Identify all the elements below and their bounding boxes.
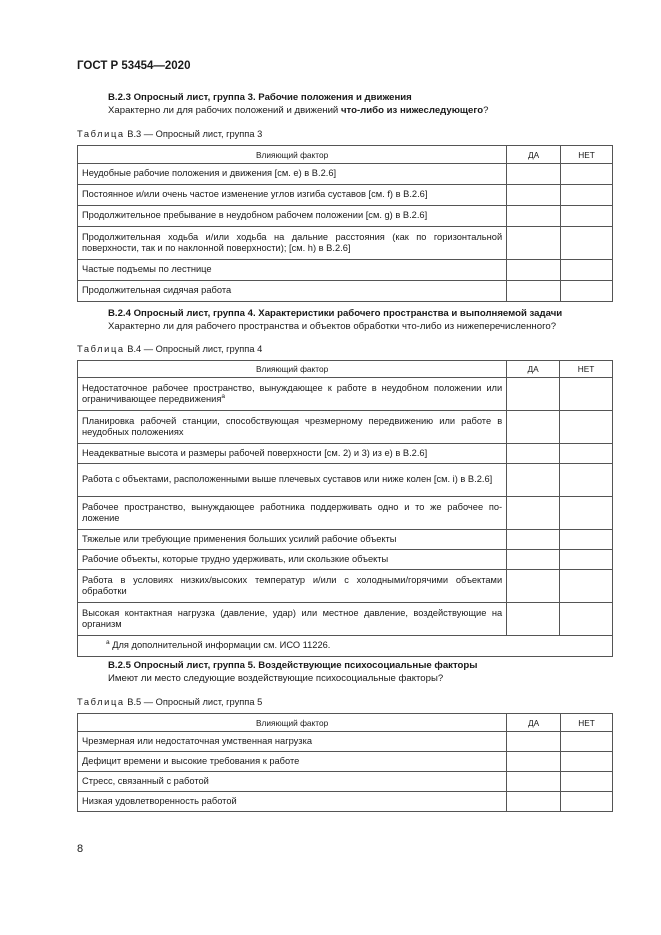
table-row bbox=[78, 444, 613, 464]
section-b23-title: B.2.3 Опросный лист, группа 3. Рабочие положения и движения bbox=[108, 92, 412, 103]
table-row bbox=[78, 752, 613, 772]
no-cell[interactable] bbox=[560, 444, 613, 464]
column-header-yes: ДА bbox=[507, 361, 560, 378]
factor-cell: Работа в условиях низких/высоких температур и/или с холодными/горячими объектами обработки bbox=[78, 570, 507, 603]
no-cell[interactable] bbox=[561, 260, 613, 281]
factor-cell: Дефицит времени и высокие требования к работе bbox=[78, 752, 507, 772]
column-header-factor: Влияющий фактор bbox=[78, 146, 507, 164]
table-row bbox=[78, 185, 613, 206]
section-b25-title: B.2.5 Опросный лист, группа 5. Воздействующие психосоциальные факторы bbox=[108, 660, 478, 671]
column-header-yes: ДА bbox=[507, 714, 561, 732]
factor-cell: Тяжелые или требующие применения больших усилий рабочие объекты bbox=[78, 530, 507, 550]
section-b25-question: Имеют ли место следующие воздействующие психосоциальные факторы? bbox=[108, 673, 444, 684]
table-row bbox=[78, 497, 613, 530]
table-row bbox=[78, 603, 613, 636]
no-cell[interactable] bbox=[560, 603, 613, 636]
table-footnote-row bbox=[78, 636, 613, 657]
factor-cell: Высокая контактная нагрузка (давление, удар) или местное давление, воздействующие на организм bbox=[78, 603, 507, 636]
footnote-ref: а bbox=[221, 392, 225, 400]
yes-cell[interactable] bbox=[507, 497, 560, 530]
column-header-yes: ДА bbox=[507, 146, 561, 164]
column-header-no: НЕТ bbox=[560, 361, 613, 378]
factor-cell: Стресс, связанный с работой bbox=[78, 772, 507, 792]
yes-cell[interactable] bbox=[507, 444, 560, 464]
yes-cell[interactable] bbox=[507, 260, 561, 281]
yes-cell[interactable] bbox=[507, 550, 560, 570]
table-b5-caption: Таблица В.5 — Опросный лист, группа 5 bbox=[77, 697, 263, 707]
yes-cell[interactable] bbox=[507, 185, 561, 206]
yes-cell[interactable] bbox=[507, 411, 560, 444]
column-header-factor: Влияющий фактор bbox=[78, 714, 507, 732]
table-row bbox=[78, 530, 613, 550]
table-row bbox=[78, 378, 613, 411]
table-b3-caption: Таблица В.3 — Опросный лист, группа 3 bbox=[77, 129, 263, 139]
factor-cell: Рабочие объекты, которые трудно удерживать, или скользкие объекты bbox=[78, 550, 507, 570]
table-row bbox=[78, 260, 613, 281]
yes-cell[interactable] bbox=[507, 164, 561, 185]
yes-cell[interactable] bbox=[507, 570, 560, 603]
no-cell[interactable] bbox=[561, 185, 613, 206]
table-b5 bbox=[77, 713, 613, 812]
yes-cell[interactable] bbox=[507, 732, 561, 752]
table-row bbox=[78, 464, 613, 497]
factor-cell: Неудобные рабочие положения и движения [см. е) в В.2.6] bbox=[78, 164, 507, 185]
document-code: ГОСТ Р 53454—2020 bbox=[77, 60, 191, 72]
table-row bbox=[78, 164, 613, 185]
factor-cell: Рабочее пространство, вынуждающее работника поддерживать одно и то же рабочее по-ложение bbox=[78, 497, 507, 530]
table-row bbox=[78, 792, 613, 812]
no-cell[interactable] bbox=[560, 411, 613, 444]
no-cell[interactable] bbox=[560, 464, 613, 497]
section-b24-question: Характерно ли для рабочего пространства и объектов обработки что-либо из нижеперечисленного? bbox=[108, 321, 557, 332]
no-cell[interactable] bbox=[561, 281, 613, 302]
no-cell[interactable] bbox=[561, 164, 613, 185]
factor-cell: Низкая удовлетворенность работой bbox=[78, 792, 507, 812]
no-cell[interactable] bbox=[561, 732, 613, 752]
table-row bbox=[78, 411, 613, 444]
yes-cell[interactable] bbox=[507, 378, 560, 411]
page-number: 8 bbox=[77, 843, 84, 855]
no-cell[interactable] bbox=[561, 772, 613, 792]
yes-cell[interactable] bbox=[507, 603, 560, 636]
section-b24-title: B.2.4 Опросный лист, группа 4. Характеристики рабочего пространства и выполняемой задачи bbox=[108, 308, 563, 319]
yes-cell[interactable] bbox=[507, 227, 561, 260]
no-cell[interactable] bbox=[561, 792, 613, 812]
table-b4 bbox=[77, 360, 613, 657]
yes-cell[interactable] bbox=[507, 772, 561, 792]
factor-cell: Неадекватные высота и размеры рабочей поверхности [см. 2) и 3) из е) в В.2.6] bbox=[78, 444, 507, 464]
yes-cell[interactable] bbox=[507, 281, 561, 302]
no-cell[interactable] bbox=[560, 530, 613, 550]
factor-cell: Постоянное и/или очень частое изменение углов изгиба суставов [см. f) в В.2.6] bbox=[78, 185, 507, 206]
yes-cell[interactable] bbox=[507, 792, 561, 812]
column-header-factor: Влияющий фактор bbox=[78, 361, 507, 378]
yes-cell[interactable] bbox=[507, 206, 561, 227]
factor-cell: Работа с объектами, расположенными выше плечевых суставов или ниже колен [см. i) в В.2.6] bbox=[78, 464, 507, 497]
yes-cell[interactable] bbox=[507, 752, 561, 772]
no-cell[interactable] bbox=[560, 550, 613, 570]
table-b3 bbox=[77, 145, 613, 302]
table-row bbox=[78, 206, 613, 227]
no-cell[interactable] bbox=[560, 570, 613, 603]
factor-cell: Продолжительное пребывание в неудобном рабочем положении [см. g) в В.2.6] bbox=[78, 206, 507, 227]
table-b4-caption: Таблица В.4 — Опросный лист, группа 4 bbox=[77, 344, 263, 354]
table-row bbox=[78, 550, 613, 570]
section-b23-question: Характерно ли для рабочих положений и движений что-либо из нижеследующего? bbox=[108, 105, 489, 116]
factor-cell: Чрезмерная или недостаточная умственная нагрузка bbox=[78, 732, 507, 752]
table-row bbox=[78, 281, 613, 302]
no-cell[interactable] bbox=[561, 227, 613, 260]
table-row bbox=[78, 732, 613, 752]
table-row bbox=[78, 772, 613, 792]
table-footnote: $^а$ Для дополнительной информации см. ИСО 11226. bbox=[78, 636, 613, 657]
column-header-no: НЕТ bbox=[561, 714, 613, 732]
no-cell[interactable] bbox=[561, 206, 613, 227]
no-cell[interactable] bbox=[560, 497, 613, 530]
factor-cell: Частые подъемы по лестнице bbox=[78, 260, 507, 281]
factor-cell: Продолжительная сидячая работа bbox=[78, 281, 507, 302]
table-row bbox=[78, 227, 613, 260]
factor-cell: Продолжительная ходьба и/или ходьба на дальние расстояния (как по горизонтальной поверхности, так и по наклонной поверхности); [см. h) в В.2.6] bbox=[78, 227, 507, 260]
yes-cell[interactable] bbox=[507, 464, 560, 497]
factor-cell: Недостаточное рабочее пространство, вынуждающее к работе в неудобном положении или ограничивающее передвижения$^а$ bbox=[78, 378, 507, 411]
factor-cell: Планировка рабочей станции, способствующая чрезмерному передвижению или работе в неудобных положениях bbox=[78, 411, 507, 444]
no-cell[interactable] bbox=[560, 378, 613, 411]
no-cell[interactable] bbox=[561, 752, 613, 772]
column-header-no: НЕТ bbox=[561, 146, 613, 164]
table-row bbox=[78, 570, 613, 603]
yes-cell[interactable] bbox=[507, 530, 560, 550]
